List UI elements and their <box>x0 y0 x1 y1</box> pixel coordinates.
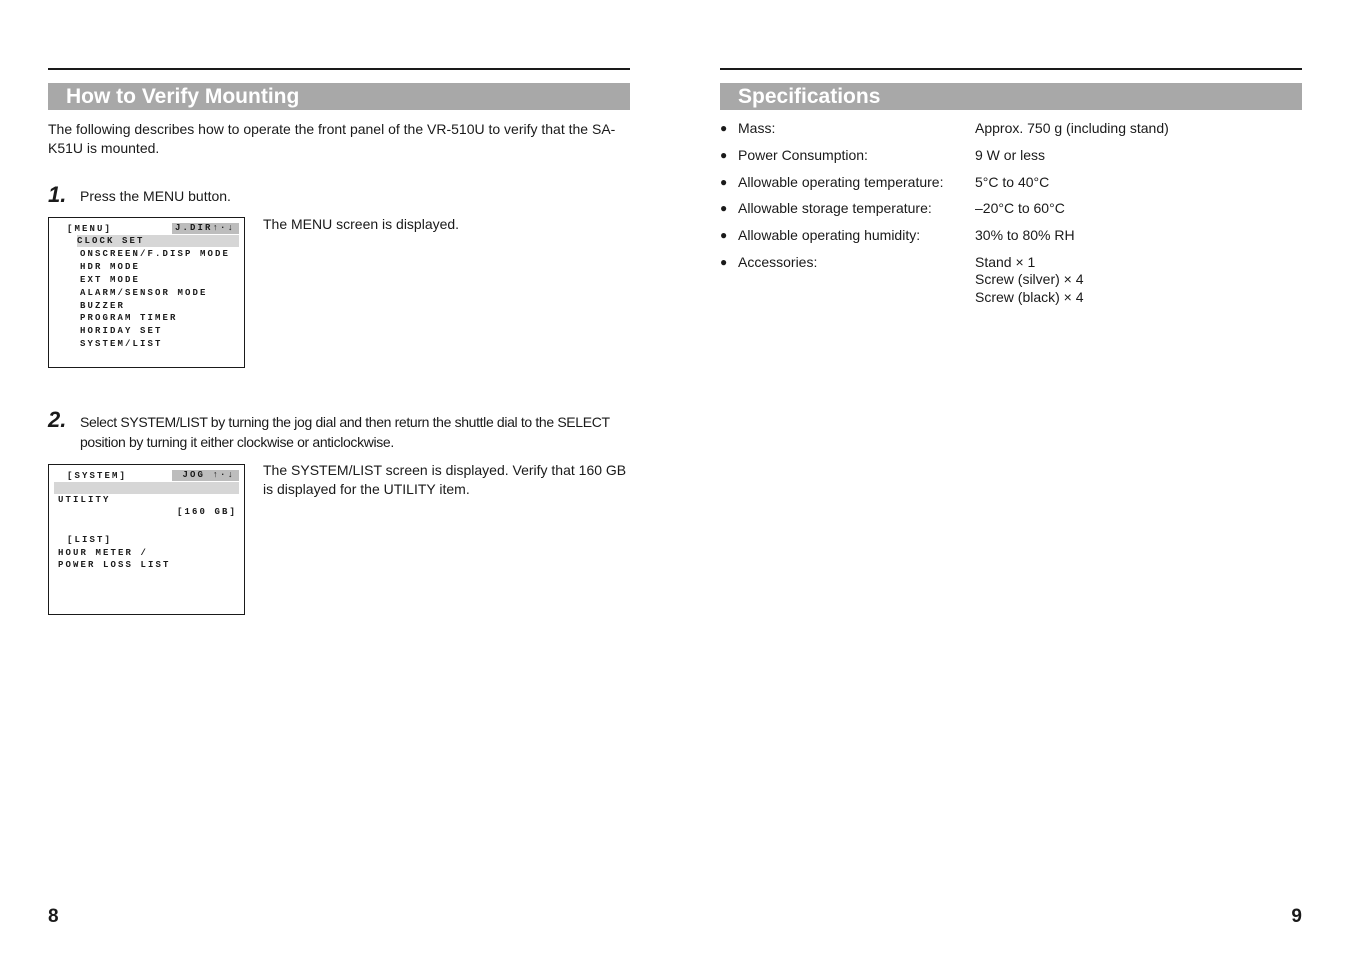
system-screen-tag: JOG ↑·↓ <box>172 470 239 481</box>
section-title: Specifications <box>720 83 1302 110</box>
bullet-icon: ● <box>720 255 728 269</box>
step-1-number: 1. <box>48 182 67 207</box>
menu-item-clock-set: CLOCK SET <box>77 235 239 247</box>
spec-label: Allowable operating humidity: <box>738 227 921 243</box>
section-title: How to Verify Mounting <box>48 83 630 110</box>
utility-value: [160 GB] <box>176 507 237 517</box>
menu-screen-display <box>48 217 245 368</box>
menu-item-onscreen: ONSCREEN/F.DISP MODE <box>80 249 231 259</box>
list-item-power-loss: POWER LOSS LIST <box>58 560 171 570</box>
menu-screen-tag: J.DIR↑·↓ <box>172 223 239 234</box>
accessory-item: Screw (black) × 4 <box>975 289 1084 305</box>
spec-value: 5°C to 40°C <box>975 174 1050 190</box>
accessory-item: Screw (silver) × 4 <box>975 271 1084 287</box>
intro-paragraph: The following describes how to operate the front panel of the VR-510U to verify that the SA-K51U is mounted. <box>48 121 616 156</box>
menu-item-program-timer: PROGRAM TIMER <box>80 313 178 323</box>
section-rule <box>48 68 630 70</box>
spec-label: Mass: <box>738 120 776 136</box>
spec-value: –20°C to 60°C <box>975 200 1065 216</box>
system-screen-display <box>48 464 245 615</box>
spec-label: Allowable storage temperature: <box>738 200 932 216</box>
bullet-icon: ● <box>720 201 728 215</box>
menu-item-horiday-set: HORIDAY SET <box>80 326 163 336</box>
step-1-description: The MENU screen is displayed. <box>263 216 460 232</box>
spec-value: 30% to 80% RH <box>975 227 1075 243</box>
page-number-right: 9 <box>1291 906 1302 927</box>
menu-screen-header: [MENU] <box>67 224 113 234</box>
bullet-icon: ● <box>720 148 728 162</box>
spec-label: Accessories: <box>738 254 818 270</box>
utility-row <box>54 482 239 517</box>
spec-label: Power Consumption: <box>738 147 868 163</box>
spec-value: 9 W or less <box>975 147 1046 163</box>
page-number-left: 8 <box>48 906 59 927</box>
step-2-description: The SYSTEM/LIST screen is displayed. Verify that 160 GB is displayed for the UTILITY item. <box>263 462 627 497</box>
list-header: [LIST] <box>67 535 113 545</box>
section-rule <box>720 68 1302 70</box>
menu-item-system-list: SYSTEM/LIST <box>80 339 163 349</box>
bullet-icon: ● <box>720 175 728 189</box>
menu-item-hdr-mode: HDR MODE <box>80 262 141 272</box>
bullet-icon: ● <box>720 121 728 135</box>
spec-value: Approx. 750 g (including stand) <box>975 120 1169 136</box>
menu-item-alarm-sensor: ALARM/SENSOR MODE <box>80 288 208 298</box>
step-2-number: 2. <box>48 407 67 432</box>
list-item-hour-meter: HOUR METER / <box>58 548 149 558</box>
menu-item-buzzer: BUZZER <box>80 301 126 311</box>
step-2-text: Select SYSTEM/LIST by turning the jog dial and then return the shuttle dial to the SELECT position by turning it either clockwise or anticlockwise. <box>80 414 610 450</box>
utility-label: UTILITY <box>58 495 111 505</box>
step-1-text: Press the MENU button. <box>80 188 231 204</box>
spec-label: Allowable operating temperature: <box>738 174 944 190</box>
left-page <box>48 0 630 954</box>
right-page <box>720 0 1302 954</box>
bullet-icon: ● <box>720 228 728 242</box>
menu-item-ext-mode: EXT MODE <box>80 275 141 285</box>
accessory-item: Stand × 1 <box>975 254 1036 270</box>
system-screen-header: [SYSTEM] <box>67 471 128 481</box>
